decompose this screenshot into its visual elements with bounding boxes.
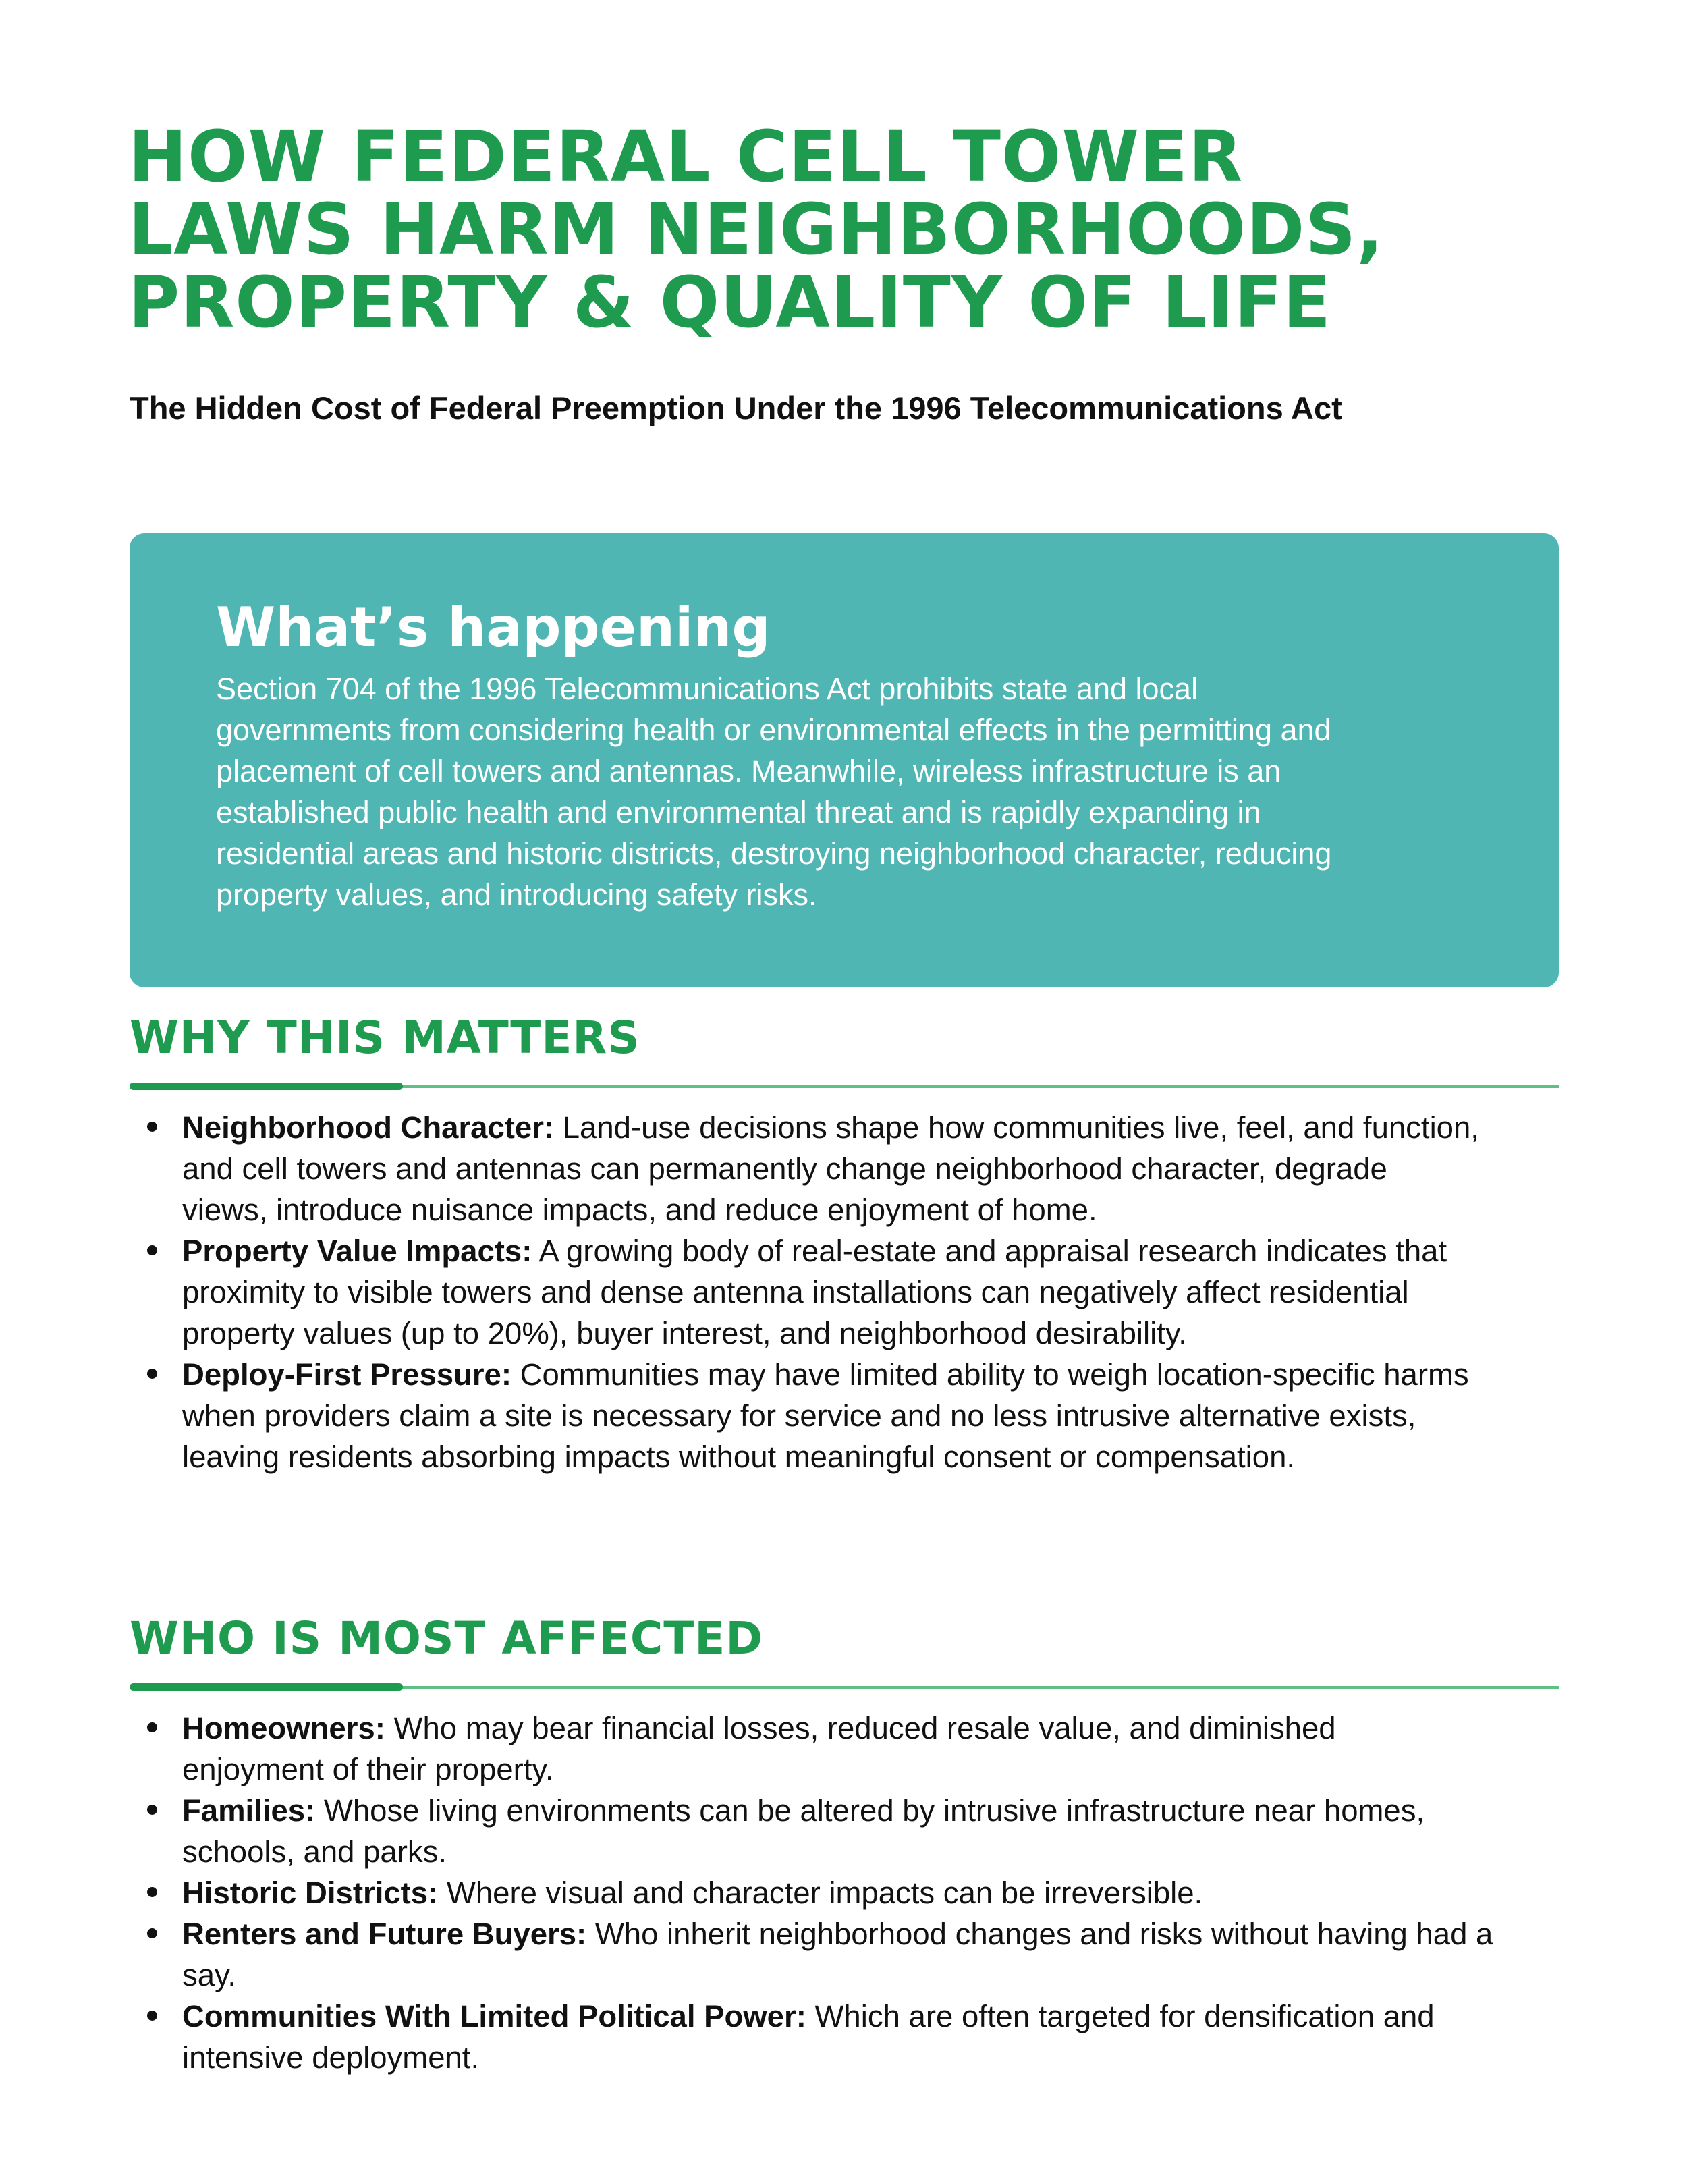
item-label: Deploy-First Pressure: bbox=[182, 1357, 512, 1392]
item-text-line: schools, and parks. bbox=[182, 1834, 447, 1869]
page-title bbox=[128, 115, 1613, 344]
body-line: placement of cell towers and antennas. Meanwhile, wireless infrastructure is an bbox=[216, 754, 1281, 788]
list-item bbox=[130, 1913, 1574, 1996]
body-line: property values, and introducing safety risks. bbox=[216, 877, 817, 912]
item-text-line: property values (up to 20%), buyer interest, and neighborhood desirability. bbox=[182, 1316, 1187, 1350]
title-line: LAWS HARM NEIGHBORHOODS, bbox=[128, 188, 1384, 271]
item-first-line bbox=[182, 1708, 1574, 1749]
item-text-line: intensive deployment. bbox=[182, 2040, 480, 2075]
item-label: Property Value Impacts: bbox=[182, 1234, 532, 1268]
why-this-matters-heading: WHY THIS MATTERS bbox=[130, 1012, 640, 1064]
item-label: Neighborhood Character: bbox=[182, 1110, 555, 1145]
item-label: Communities With Limited Political Power: bbox=[182, 1999, 806, 2033]
list-item bbox=[130, 1996, 1574, 2078]
body-line: residential areas and historic districts, destroying neighborhood character, reducing bbox=[216, 836, 1332, 871]
item-label: Homeowners: bbox=[182, 1711, 385, 1745]
bullet-icon bbox=[147, 1369, 157, 1379]
item-text: Whose living environments can be altered by intrusive infrastructure near homes, bbox=[315, 1793, 1425, 1828]
list-item bbox=[130, 1354, 1574, 1477]
item-first-line bbox=[182, 1107, 1574, 1148]
item-first-line bbox=[182, 1790, 1574, 1831]
bullet-icon bbox=[147, 2011, 157, 2021]
body-line: established public health and environmental threat and is rapidly expanding in bbox=[216, 795, 1261, 829]
why-this-matters-list bbox=[130, 1107, 1574, 1477]
who-is-most-affected-heading: WHO IS MOST AFFECTED bbox=[130, 1612, 764, 1664]
item-text-line: say. bbox=[182, 1958, 237, 1992]
bullet-icon bbox=[147, 1887, 157, 1897]
item-first-line bbox=[182, 1872, 1574, 1913]
body-line: governments from considering health or environmental effects in the permitting and bbox=[216, 713, 1331, 747]
bullet-icon bbox=[147, 1245, 157, 1255]
divider-accent bbox=[130, 1083, 403, 1090]
item-first-line bbox=[182, 1230, 1574, 1272]
item-label: Historic Districts: bbox=[182, 1876, 439, 1910]
bullet-icon bbox=[147, 1122, 157, 1132]
item-label: Renters and Future Buyers: bbox=[182, 1917, 587, 1951]
item-first-line bbox=[182, 1996, 1574, 2037]
item-text: A growing body of real-estate and appraisal research indicates that bbox=[532, 1234, 1447, 1268]
bullet-icon bbox=[147, 1928, 157, 1938]
divider-accent bbox=[130, 1683, 403, 1691]
title-line: PROPERTY & QUALITY OF LIFE bbox=[128, 261, 1332, 344]
whats-happening-body bbox=[216, 668, 1498, 915]
item-label: Families: bbox=[182, 1793, 316, 1828]
list-item bbox=[130, 1790, 1574, 1872]
item-text-line: when providers claim a site is necessary for service and no less intrusive alternative exists, bbox=[182, 1398, 1416, 1433]
bullet-icon bbox=[147, 1722, 157, 1732]
bullet-icon bbox=[147, 1805, 157, 1815]
section-divider bbox=[130, 1085, 1559, 1088]
item-text: Where visual and character impacts can be irreversible. bbox=[438, 1876, 1203, 1910]
item-text: Land-use decisions shape how communities live, feel, and function, bbox=[554, 1110, 1479, 1145]
list-item bbox=[130, 1230, 1574, 1354]
item-text: Who may bear financial losses, reduced resale value, and diminished bbox=[385, 1711, 1336, 1745]
item-text: Communities may have limited ability to weigh location-specific harms bbox=[511, 1357, 1469, 1392]
item-first-line bbox=[182, 1913, 1574, 1955]
whats-happening-heading: What’s happening bbox=[216, 596, 771, 659]
item-text-line: enjoyment of their property. bbox=[182, 1752, 554, 1786]
item-text-line: proximity to visible towers and dense antenna installations can negatively affect residential bbox=[182, 1275, 1409, 1309]
item-text-line: and cell towers and antennas can permanently change neighborhood character, degrade bbox=[182, 1151, 1387, 1186]
item-text-line: views, introduce nuisance impacts, and reduce enjoyment of home. bbox=[182, 1193, 1097, 1227]
page-subtitle: The Hidden Cost of Federal Preemption Under the 1996 Telecommunications Act bbox=[130, 390, 1342, 426]
list-item bbox=[130, 1708, 1574, 1790]
list-item bbox=[130, 1872, 1574, 1913]
section-divider bbox=[130, 1685, 1559, 1689]
who-is-most-affected-list bbox=[130, 1708, 1574, 2078]
item-text-line: leaving residents absorbing impacts without meaningful consent or compensation. bbox=[182, 1440, 1296, 1474]
list-item bbox=[130, 1107, 1574, 1230]
item-text: Who inherit neighborhood changes and risks without having had a bbox=[586, 1917, 1493, 1951]
item-first-line bbox=[182, 1354, 1574, 1395]
item-text: Which are often targeted for densification and bbox=[806, 1999, 1435, 2033]
whats-happening-box bbox=[130, 533, 1559, 987]
body-line: Section 704 of the 1996 Telecommunications Act prohibits state and local bbox=[216, 672, 1198, 706]
title-line: HOW FEDERAL CELL TOWER bbox=[128, 115, 1244, 198]
